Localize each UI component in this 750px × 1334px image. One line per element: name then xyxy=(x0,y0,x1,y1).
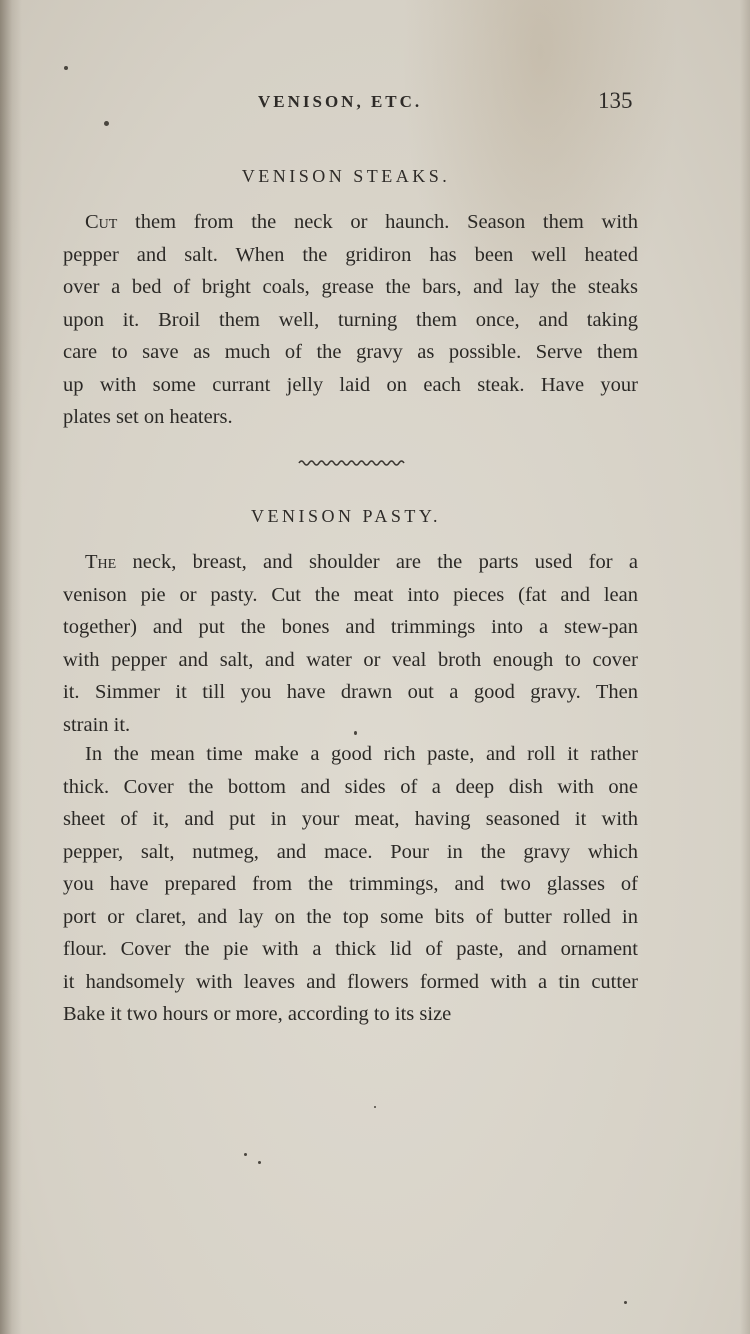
text-line: together) and put the bones and trimmings into a stew-pan xyxy=(63,616,638,638)
text-line: pepper and salt. When the gridiron has been well heated xyxy=(63,243,638,266)
text-line: strain it. xyxy=(63,713,131,736)
text-line: it. Simmer it till you have drawn out a good gravy. Then xyxy=(63,681,638,703)
text-line: In the mean time make a good rich paste, and roll it rather xyxy=(85,743,638,765)
paper-speck xyxy=(258,1161,261,1164)
text-line: sheet of it, and put in your meat, having seasoned it with xyxy=(63,808,638,830)
paper-speck xyxy=(104,121,109,126)
paper-speck xyxy=(374,1106,376,1108)
wavy-divider-ornament xyxy=(297,456,407,470)
paper-speck xyxy=(244,1153,247,1156)
spine-shadow xyxy=(0,0,22,1334)
text-line: pepper, salt, nutmeg, and mace. Pour in the gravy which xyxy=(63,840,638,863)
text-line: port or claret, and lay on the top some bits of butter rolled in xyxy=(63,905,638,928)
text-line: venison pie or pasty. Cut the meat into pieces (fat and lean xyxy=(63,583,638,606)
text-line: upon it. Broil them well, turning them once, and taking xyxy=(63,308,638,331)
section-title-venison-steaks: VENISON STEAKS. xyxy=(241,166,451,186)
text-line: The neck, breast, and shoulder are the parts used for a xyxy=(85,551,638,573)
page-number: 135 xyxy=(598,88,633,113)
text-line: flour. Cover the pie with a thick lid of paste, and ornament xyxy=(63,938,638,960)
paragraph-venison-steaks xyxy=(63,206,638,434)
text-line: plates set on heaters. xyxy=(63,406,233,428)
paragraph-venison-pasty-1 xyxy=(63,546,638,741)
text-line: with pepper and salt, and water or veal broth enough to cover xyxy=(63,648,638,671)
lead-word: Cut xyxy=(85,211,118,233)
text-line: thick. Cover the bottom and sides of a deep dish with one xyxy=(63,775,638,798)
paper-speck xyxy=(64,66,68,70)
text-line: it handsomely with leaves and flowers formed with a tin cutter xyxy=(63,970,638,993)
paper-speck xyxy=(354,731,357,735)
text-line: care to save as much of the gravy as possible. Serve them xyxy=(63,341,638,363)
text-line: up with some currant jelly laid on each steak. Have your xyxy=(63,373,638,396)
running-head: VENISON, ETC. xyxy=(258,92,423,111)
text-line: over a bed of bright coals, grease the bars, and lay the steaks xyxy=(63,276,638,298)
text-line: Cut them from the neck or haunch. Season them with xyxy=(85,211,638,233)
paragraph-venison-pasty-2 xyxy=(63,738,638,1031)
text-line: Bake it two hours or more, according to its size xyxy=(63,1003,452,1025)
text-line: you have prepared from the trimmings, and two glasses of xyxy=(63,873,638,895)
lead-word: The xyxy=(85,551,117,573)
page-edge-shadow xyxy=(740,0,750,1334)
section-title-venison-pasty: VENISON PASTY. xyxy=(250,506,442,526)
paper-speck xyxy=(624,1301,627,1304)
